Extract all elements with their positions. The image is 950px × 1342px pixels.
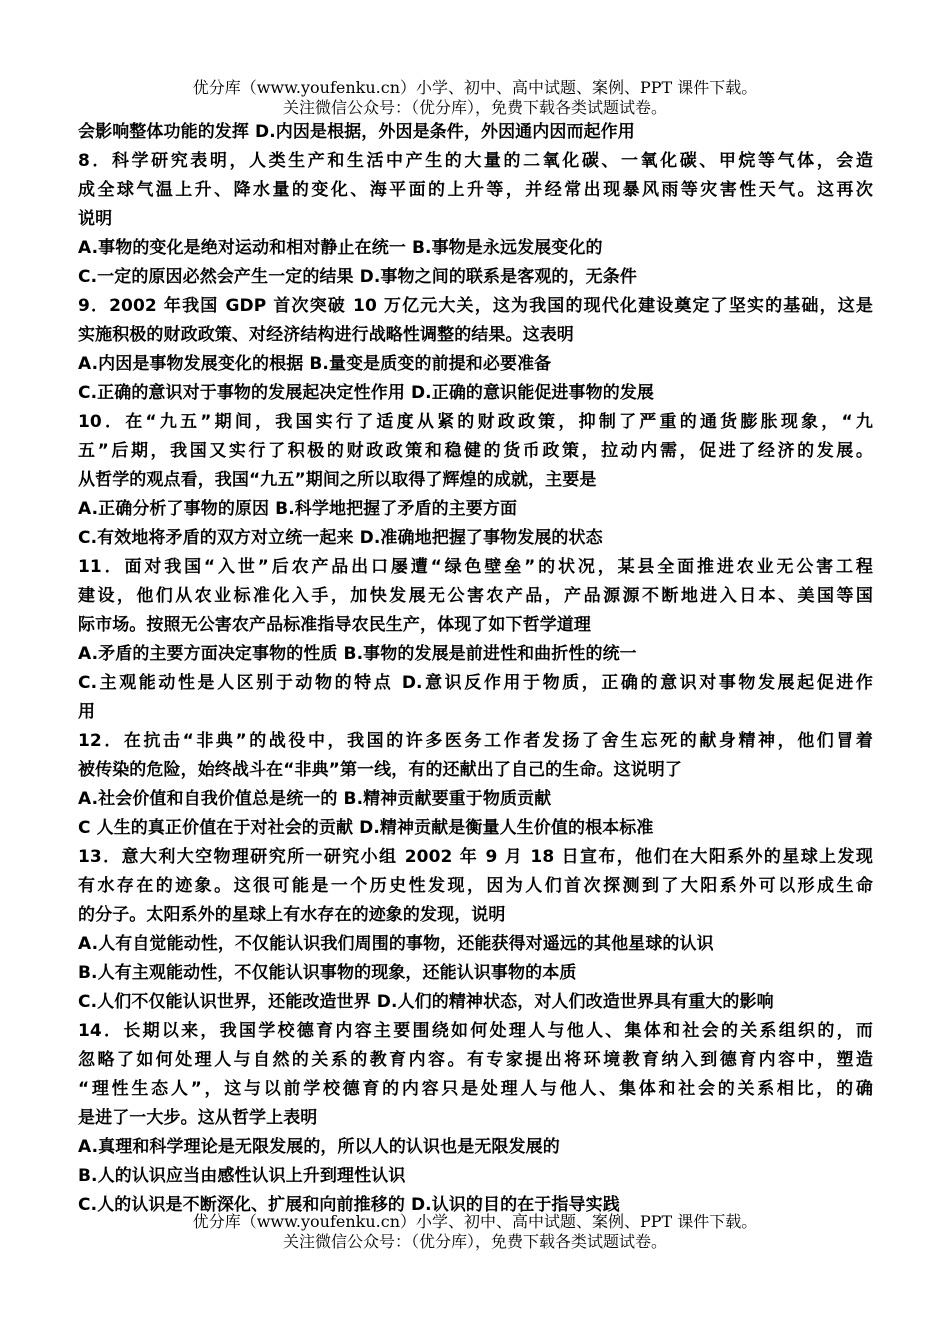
footer-line-1: 优分库（www.youfenku.cn）小学、初中、高中试题、案例、PPT 课件下载。 bbox=[192, 1212, 758, 1231]
text-line: 建设，他们从农业标准化入手，加快发展无公害农产品，产品源源不断地进入日本、美国等国 bbox=[78, 586, 873, 606]
page-header bbox=[80, 78, 870, 118]
text-line: 际市场。按照无公害农产品标准指导农民生产，体现了如下哲学道理 bbox=[78, 615, 591, 635]
question-body bbox=[78, 118, 873, 1220]
answer-option: A.真理和科学理论是无限发展的，所以人的认识也是无限发展的 bbox=[78, 1137, 560, 1157]
question-8-stem: 8．科学研究表明，人类生产和生活中产生的大量的二氧化碳、一氧化碳、甲烷等气体，会造 bbox=[78, 151, 873, 171]
answer-option: A.人有自觉能动性，不仅能认识我们周围的事物，还能获得对遥远的其他星球的认识 bbox=[78, 934, 714, 954]
answer-option: C.正确的意识对于事物的发展起决定性作用 D.正确的意识能促进事物的发展 bbox=[78, 383, 655, 403]
text-line: 的分子。太阳系外的星球上有水存在的迹象的发现，说明 bbox=[78, 905, 506, 925]
answer-option: B.人有主观能动性，不仅能认识事物的现象，还能认识事物的本质 bbox=[78, 963, 577, 983]
answer-option: C.人的认识是不断深化、扩展和向前推移的 D.认识的目的在于指导实践 bbox=[78, 1195, 620, 1215]
question-14-stem: 14．长期以来，我国学校德育内容主要围绕如何处理人与他人、集体和社会的关系组织的，而 bbox=[78, 1021, 873, 1041]
answer-option: A.正确分析了事物的原因 B.科学地把握了矛盾的主要方面 bbox=[78, 499, 518, 519]
text-line: 成全球气温上升、降水量的变化、海平面的上升等，并经常出现暴风雨等灾害性天气。这再次 bbox=[78, 180, 873, 200]
answer-option: B.人的认识应当由感性认识上升到理性认识 bbox=[78, 1166, 406, 1186]
footer-line-2: 关注微信公众号：（优分库），免费下载各类试题试卷。 bbox=[282, 1232, 667, 1251]
answer-option: C.人们不仅能认识世界，还能改造世界 D.人们的精神状态，对人们改造世界具有重大的影响 bbox=[78, 992, 774, 1012]
question-11-stem: 11．面对我国“入世”后农产品出口屡遭“绿色壁垒”的状况，某县全面推进农业无公害工程 bbox=[78, 557, 873, 577]
answer-option: C.一定的原因必然会产生一定的结果 D.事物之间的联系是客观的，无条件 bbox=[78, 267, 637, 287]
question-10-stem: 10．在“九五”期间，我国实行了适度从紧的财政政策，抑制了严重的通货膨胀现象，“九 bbox=[78, 412, 873, 432]
answer-option: C.有效地将矛盾的双方对立统一起来 D.准确地把握了事物发展的状态 bbox=[78, 528, 603, 548]
answer-option: A.事物的变化是绝对运动和相对静止在统一 B.事物是永远发展变化的 bbox=[78, 238, 603, 258]
header-line-2: 关注微信公众号：（优分库），免费下载各类试题试卷。 bbox=[282, 98, 667, 117]
text-line: 是进了一大步。这从哲学上表明 bbox=[78, 1108, 318, 1128]
header-line-1: 优分库（www.youfenku.cn）小学、初中、高中试题、案例、PPT 课件下载。 bbox=[192, 78, 758, 97]
question-12-stem: 12．在抗击“非典”的战役中，我国的许多医务工作者发扬了舍生忘死的献身精神，他们冒着 bbox=[78, 731, 873, 751]
text-line: 实施积极的财政政策、对经济结构进行战略性调整的结果。这表明 bbox=[78, 325, 574, 345]
text-line: 被传染的危险，始终战斗在“非典”第一线，有的还献出了自己的生命。这说明了 bbox=[78, 760, 682, 780]
text-line: 用 bbox=[78, 702, 96, 722]
answer-option: C 人生的真正价值在于对社会的贡献 D.精神贡献是衡量人生价值的根本标准 bbox=[78, 818, 654, 838]
answer-option: C.主观能动性是人区别于动物的特点 D.意识反作用于物质，正确的意识对事物发展起促进作 bbox=[78, 673, 873, 693]
text-line: 忽略了如何处理人与自然的关系的教育内容。有专家提出将环境教育纳入到德育内容中，塑造 bbox=[78, 1050, 873, 1070]
text-line: 五”后期，我国又实行了积极的财政政策和稳健的货币政策，拉动内需，促进了经济的发展。 bbox=[78, 441, 873, 461]
question-9-stem: 9．2002 年我国 GDP 首次突破 10 万亿元大关，这为我国的现代化建设奠定了坚实的基础，这是 bbox=[78, 296, 873, 316]
question-13-stem: 13．意大利大空物理研究所一研究小组 2002 年 9 月 18 日宣布，他们在大阳系外的星球上发现 bbox=[78, 847, 873, 867]
answer-option: A.矛盾的主要方面决定事物的性质 B.事物的发展是前进性和曲折性的统一 bbox=[78, 644, 637, 664]
text-line: 说明 bbox=[78, 209, 113, 229]
text-line: 有水存在的迹象。这很可能是一个历史性发现，因为人们首次探测到了大阳系外可以形成生命 bbox=[78, 876, 873, 896]
text-line: 会影响整体功能的发挥 D.内因是根据，外因是条件，外因通内因而起作用 bbox=[78, 122, 635, 142]
text-line: “理性生态人”，这与以前学校德育的内容只是处理人与他人、集体和社会的关系相比，的确 bbox=[78, 1079, 873, 1099]
page-footer bbox=[80, 1212, 870, 1252]
text-line: 从哲学的观点看，我国“九五”期间之所以取得了辉煌的成就，主要是 bbox=[78, 470, 597, 490]
answer-option: A.内因是事物发展变化的根据 B.量变是质变的前提和必要准备 bbox=[78, 354, 552, 374]
answer-option: A.社会价值和自我价值总是统一的 B.精神贡献要重于物质贡献 bbox=[78, 789, 552, 809]
